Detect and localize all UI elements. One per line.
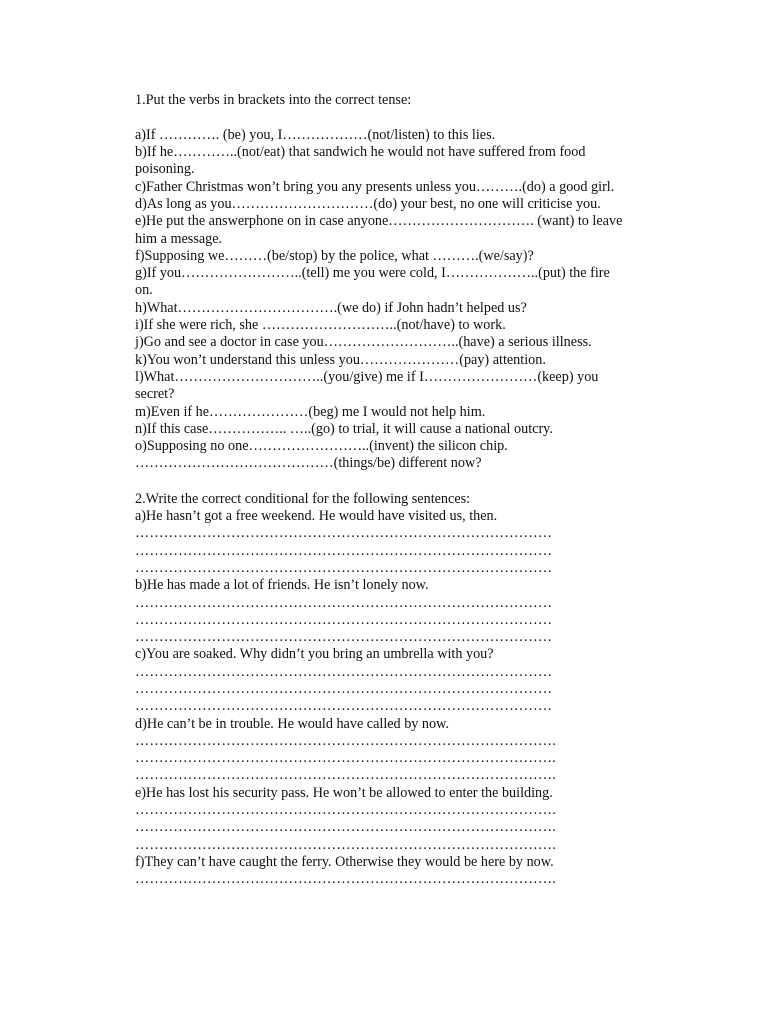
exercise-2-item	[135, 577, 655, 646]
answer-line[interactable]: …………………………………………………………………………….	[135, 767, 556, 784]
exercise-1-title: 1.Put the verbs in brackets into the correct tense:	[135, 92, 412, 108]
exercise-2	[135, 491, 655, 889]
exercise-1-line: him a message.	[135, 230, 223, 247]
answer-line[interactable]: ……………………………………………………………………………	[135, 611, 553, 628]
answer-line[interactable]: ……………………………………………………………………………	[135, 594, 553, 611]
answer-line[interactable]: ……………………………………………………………………………	[135, 559, 553, 576]
answer-line[interactable]: ……………………………………………………………………………	[135, 525, 553, 542]
exercise-2-sentence: c)You are soaked. Why didn’t you bring an umbrella with you?	[135, 646, 494, 663]
answer-line[interactable]: ……………………………………………………………………………	[135, 542, 553, 559]
exercise-2-sentence: e)He has lost his security pass. He won’t be allowed to enter the building.	[135, 784, 553, 801]
spacer	[135, 109, 655, 127]
exercise-1-line: poisoning.	[135, 161, 195, 178]
exercise-2-item	[135, 508, 655, 577]
exercise-1-line: j)Go and see a doctor in case you………………………..(have) a serious illness.	[135, 334, 592, 351]
exercise-1-line: secret?	[135, 386, 175, 403]
exercise-2-item	[135, 854, 655, 889]
exercise-2-sentence: f)They can’t have caught the ferry. Otherwise they would be here by now.	[135, 853, 554, 870]
answer-line[interactable]: …………………………………………………………………………….	[135, 802, 556, 819]
exercise-1-line: m)Even if he…………………(beg) me I would not help him.	[135, 403, 486, 420]
exercise-1-line: o)Supposing no one……………………..(invent) the silicon chip.	[135, 438, 508, 455]
exercise-1-lines	[135, 127, 655, 473]
exercise-2-item	[135, 646, 655, 715]
answer-line[interactable]: …………………………………………………………………………….	[135, 750, 556, 767]
worksheet	[135, 92, 655, 889]
exercise-2-sentence: b)He has made a lot of friends. He isn’t lonely now.	[135, 577, 429, 594]
exercise-1-line: d)As long as you…………………………(do) your best, no one will criticise you.	[135, 195, 601, 212]
answer-line[interactable]: ……………………………………………………………………………	[135, 698, 553, 715]
exercise-1-line: b)If he…………..(not/eat) that sandwich he would not have suffered from food	[135, 144, 586, 161]
exercise-1-line: l)What…………………………..(you/give) me if I……………………(keep) you	[135, 368, 599, 385]
exercise-2-items	[135, 508, 655, 889]
exercise-2-item	[135, 785, 655, 854]
answer-line[interactable]: …………………………………………………………………………….	[135, 836, 556, 853]
answer-line[interactable]: ……………………………………………………………………………	[135, 681, 553, 697]
exercise-1-line: on.	[135, 282, 153, 299]
answer-line[interactable]: ……………………………………………………………………………	[135, 629, 553, 646]
exercise-2-title: 2.Write the correct conditional for the following sentences:	[135, 490, 471, 507]
exercise-1-line: c)Father Christmas won’t bring you any presents unless you……….(do) a good girl.	[135, 178, 615, 195]
exercise-2-sentence: d)He can’t be in trouble. He would have called by now.	[135, 715, 449, 732]
exercise-1-line: i)If she were rich, she ………………………..(not/have) to work.	[135, 317, 506, 334]
exercise-1-line: f)Supposing we………(be/stop) by the police, what ……….(we/say)?	[135, 247, 534, 264]
answer-line[interactable]: …………………………………………………………………………….	[135, 871, 556, 888]
exercise-1-line: e)He put the answerphone on in case anyone…………………………. (want) to leave	[135, 213, 623, 230]
exercise-1-line: h)What…………………………….(we do) if John hadn’t helped us?	[135, 299, 527, 316]
exercise-1-line: a)If …………. (be) you, I………………(not/listen) to this lies.	[135, 126, 496, 143]
exercise-1-line: n)If this case…………….. …..(go) to trial, it will cause a national outcry.	[135, 420, 553, 437]
exercise-2-sentence: a)He hasn’t got a free weekend. He would have visited us, then.	[135, 508, 498, 525]
answer-line[interactable]: …………………………………………………………………………….	[135, 732, 556, 749]
exercise-2-item	[135, 716, 655, 785]
exercise-1	[135, 92, 655, 473]
answer-line[interactable]: …………………………………………………………………………….	[135, 819, 556, 836]
exercise-1-line: ……………………………………(things/be) different now?	[135, 455, 482, 472]
spacer	[135, 473, 655, 491]
exercise-1-line: k)You won’t understand this unless you…………………(pay) attention.	[135, 351, 546, 368]
exercise-1-line: g)If you……………………..(tell) me you were cold, I………………..(put) the fire	[135, 265, 610, 282]
answer-line[interactable]: ……………………………………………………………………………	[135, 663, 553, 680]
